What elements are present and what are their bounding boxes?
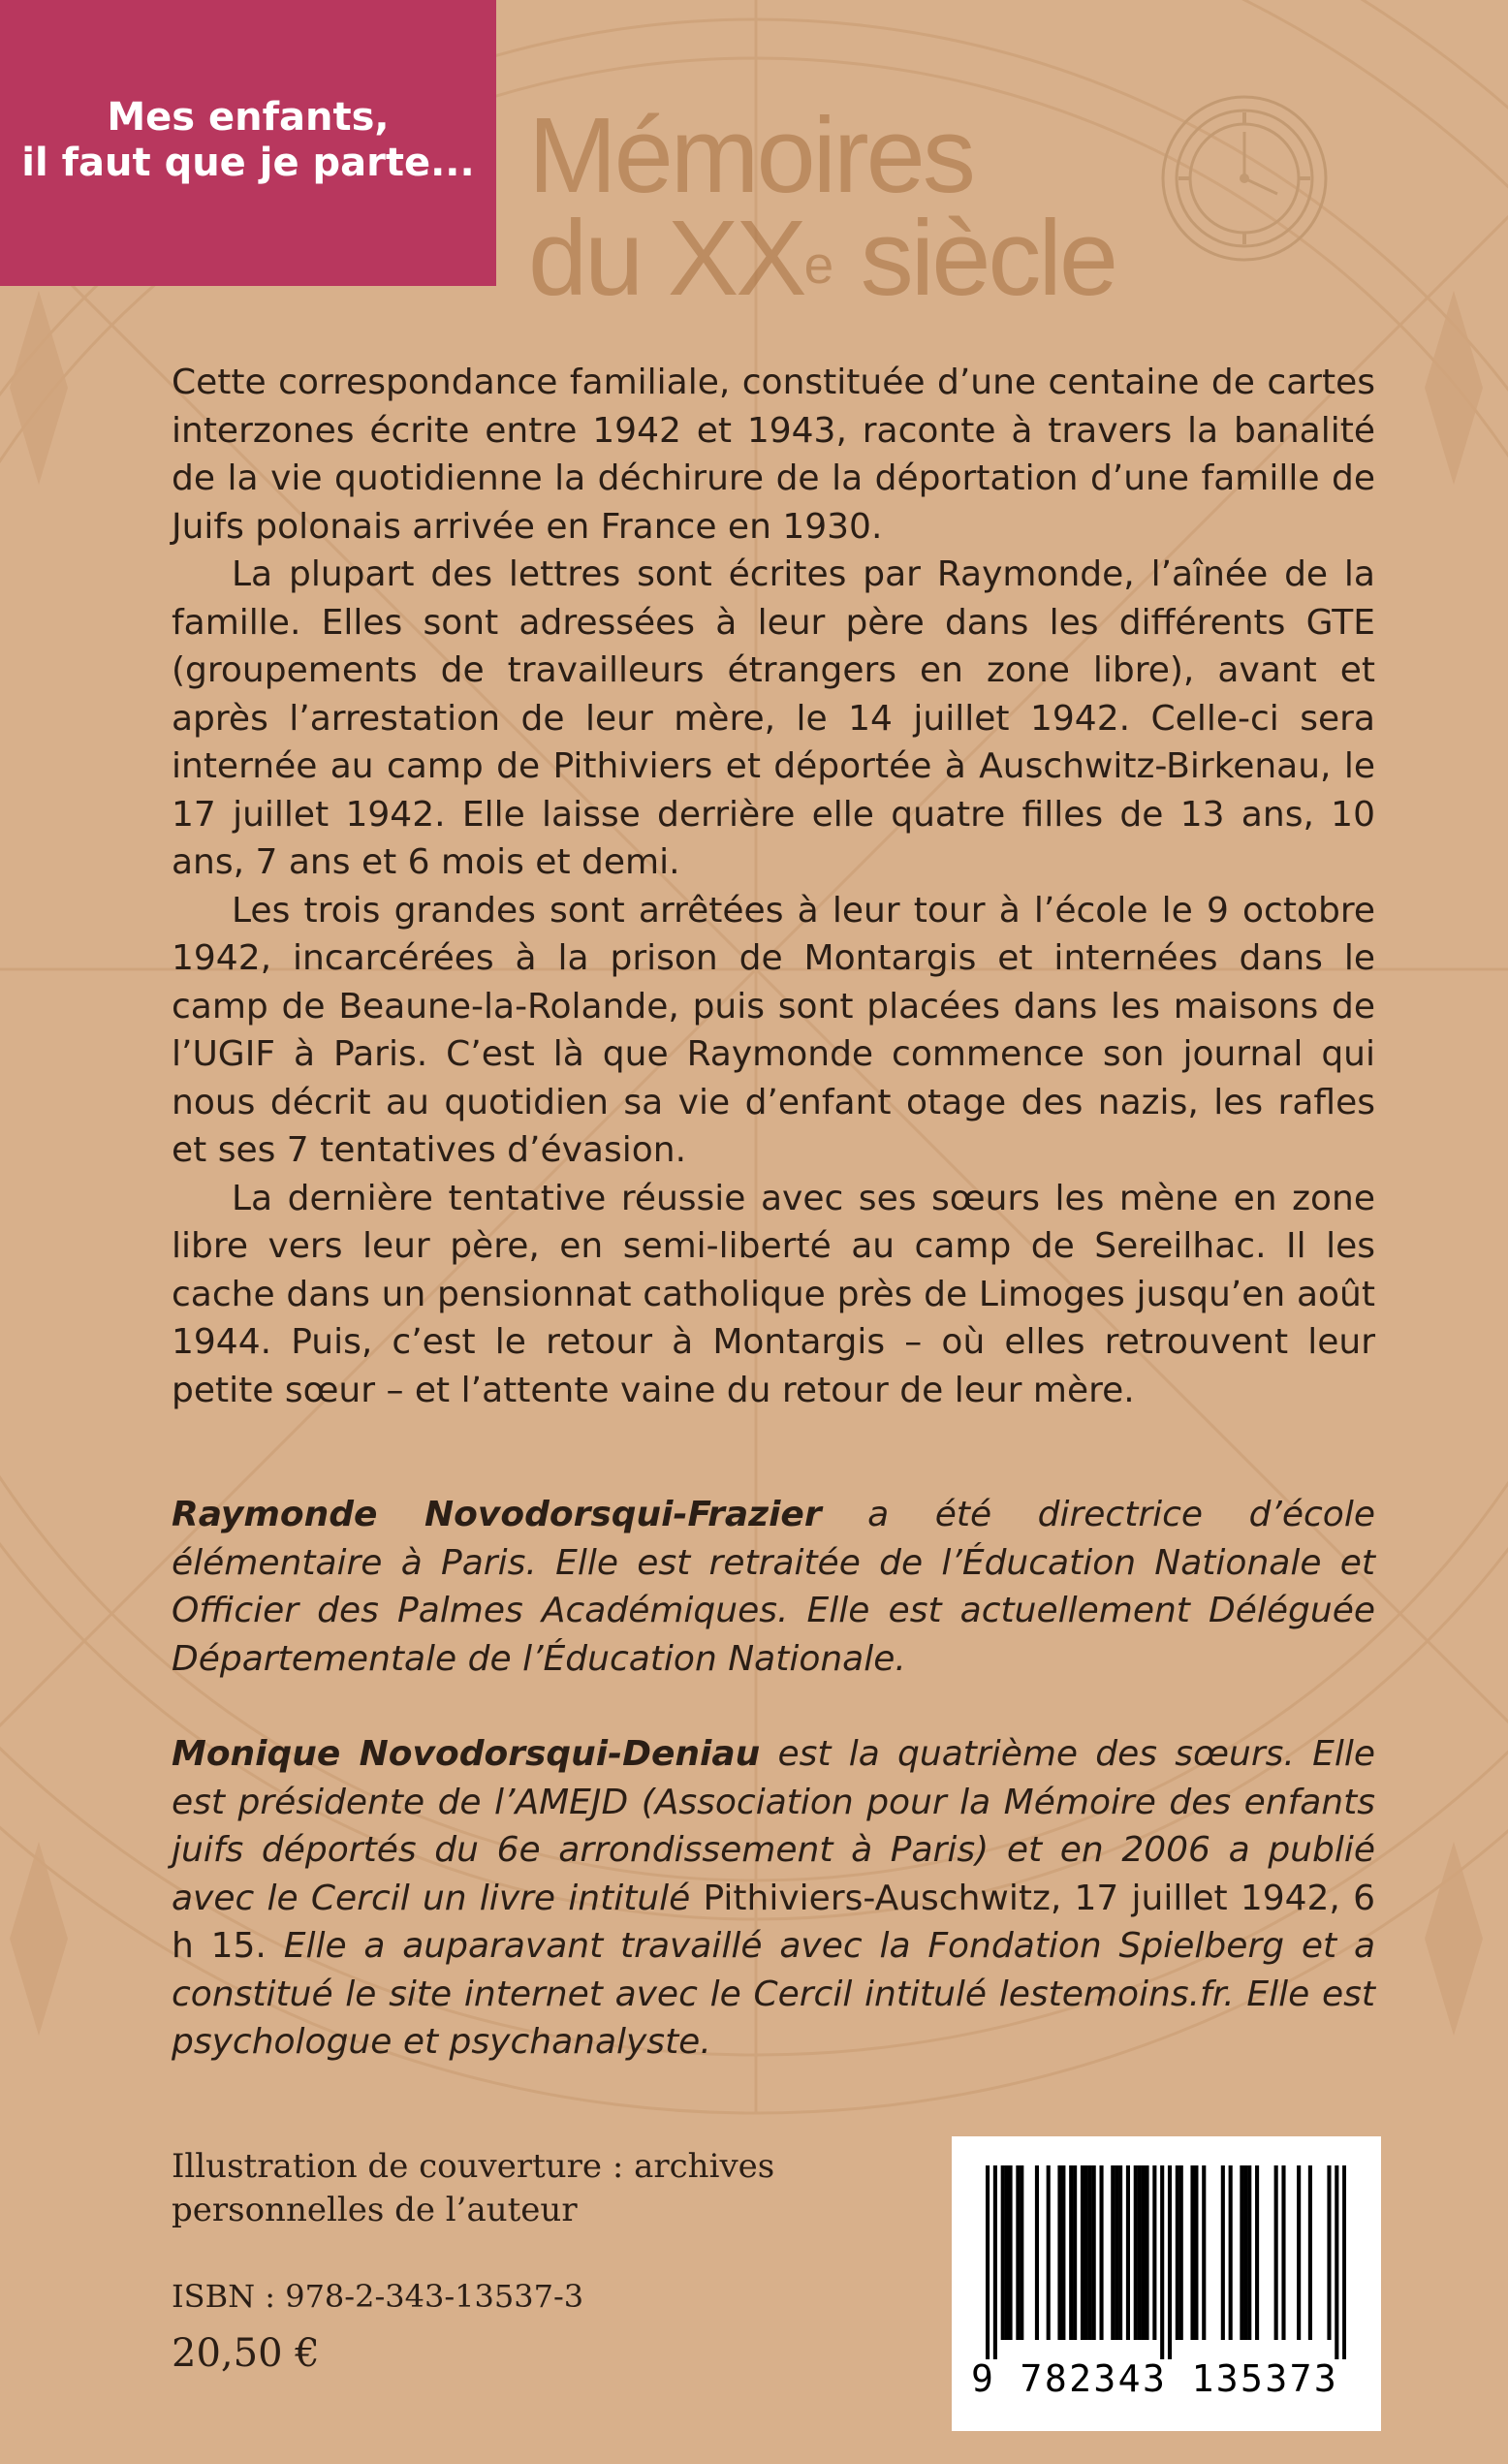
barcode-bar (1274, 2165, 1278, 2340)
author-1-text: a été directrice d’école élémentaire à Paris. Elle est retraitée de l’Éducation Nationale et Officier des Palmes Académiques. Elle est actuellement Déléguée Départementale de l’Éducation Nationale. (172, 1495, 1375, 1679)
series-title-prefix: du XX (528, 199, 804, 318)
barcode-bar (1099, 2165, 1103, 2340)
barcode-bar (986, 2165, 990, 2359)
barcode-bar (1061, 2165, 1065, 2340)
barcode-bar (1111, 2165, 1115, 2340)
clock-icon (1159, 93, 1330, 264)
barcode-bar (1126, 2165, 1130, 2340)
isbn: ISBN : 978-2-343-13537-3 (172, 2278, 584, 2315)
barcode-bar (1297, 2165, 1301, 2340)
barcode-bar (1008, 2165, 1012, 2340)
series-title-superscript: e (803, 235, 834, 295)
barcode-bar (1069, 2165, 1073, 2340)
barcode-bar (1247, 2165, 1251, 2340)
author-bios (172, 1491, 1375, 2067)
barcode-bar (1229, 2165, 1233, 2340)
barcode-bar (1335, 2165, 1338, 2359)
barcode (952, 2136, 1381, 2431)
author-2-book-title: Pithiviers-Auschwitz, 17 juillet 1942, 6 h 15. (172, 1878, 1375, 1966)
back-cover-blurb (172, 359, 1375, 1414)
book-title-line-1: Mes enfants, (107, 95, 390, 140)
barcode-bar (1179, 2165, 1183, 2340)
barcode-bar (1255, 2165, 1259, 2340)
illustration-credit-line-1: Illustration de couverture : archives (172, 2147, 775, 2186)
illustration-credit (172, 2145, 792, 2232)
barcode-bar (1342, 2165, 1346, 2359)
author-2-text-a: est la quatrième des sœurs. Elle est présidente de l’AMEJD (Association pour la Mémoire des enfants juifs déportés du 6e arrondissement à Paris) et en 2006 a publié avec le Cercil un livre intitulé (172, 1734, 1375, 1918)
barcode-bar (1073, 2165, 1077, 2340)
barcode-digits: 9 782343 135373 (971, 2357, 1339, 2400)
blurb-paragraph-1: Cette correspondance familiale, constituée d’une centaine de cartes interzones écrite entre 1942 et 1943, raconte à travers la banalité de la vie quotidienne la déchirure de la déportation d’une famille de Juifs polonais arrivée en France en 1930. (172, 363, 1375, 547)
illustration-credit-line-2: personnelles de l’auteur (172, 2191, 578, 2229)
barcode-bar (1221, 2165, 1225, 2340)
barcode-bar (993, 2165, 997, 2359)
book-title-line-2: il faut que je parte... (21, 141, 475, 185)
barcode-bar (1134, 2165, 1138, 2340)
blurb-paragraph-4: La dernière tentative réussie avec ses sœurs les mène en zone libre vers leur père, en semi-liberté au camp de Sereilhac. Il les cache dans un pensionnat catholique près de Limoges jusqu’en août 1944. Puis, c’est le retour à Montargis – où elles retrouvent leur petite sœur – et l’attente vaine du retour de leur mère. (172, 1178, 1375, 1410)
barcode-bar (1016, 2165, 1020, 2340)
barcode-bar (1327, 2165, 1331, 2340)
barcode-bar (1084, 2165, 1088, 2340)
author-1-name: Raymonde Novodorsqui-Frazier (172, 1495, 822, 1534)
barcode-bar (1088, 2165, 1092, 2340)
barcode-bar (1047, 2165, 1051, 2340)
barcode-bar (1190, 2165, 1194, 2340)
blurb-paragraph-2: La plupart des lettres sont écrites par Raymonde, l’aînée de la famille. Elles sont adressées à leur père dans les différents GTE (groupements de travailleurs étrangers en zone libre), avant et après l’arrestation de leur mère, le 14 juillet 1942. Celle-ci sera internée au camp de Pithiviers et déportée à Auschwitz-Birkenau, le 17 juillet 1942. Elle laisse derrière elle quatre filles de 13 ans, 10 ans, 7 ans et 6 mois et demi. (172, 554, 1375, 882)
blurb-paragraph-3: Les trois grandes sont arrêtées à leur tour à l’école le 9 octobre 1942, incarcérées à la prison de Montargis et internées dans le camp de Beaune-la-Rolande, puis sont placées dans les maisons de l’UGIF à Paris. C’est là que Raymonde commence son journal qui nous décrit au quotidien sa vie d’enfant otage des nazis, les rafles et ses 7 tentatives d’évasion. (172, 890, 1375, 1170)
barcode-bar (1160, 2165, 1164, 2359)
barcode-bar (1115, 2165, 1118, 2340)
barcode-bar (1005, 2165, 1009, 2340)
series-title (528, 96, 1207, 318)
barcode-bar (1240, 2165, 1243, 2340)
barcode-bar (1168, 2165, 1172, 2359)
barcode-bar (1092, 2165, 1096, 2340)
barcode-bar (1176, 2165, 1179, 2340)
barcode-bar (1194, 2165, 1198, 2340)
series-title-suffix: siècle (833, 199, 1116, 318)
author-2-bio (172, 1730, 1375, 2067)
barcode-bar (1118, 2165, 1122, 2340)
barcode-bar (1001, 2165, 1005, 2340)
series-title-line-2 (528, 199, 1207, 318)
barcode-bar (1142, 2165, 1146, 2340)
author-2-name: Monique Novodorsqui-Deniau (172, 1734, 761, 1774)
series-title-line-1: Mémoires (528, 96, 973, 215)
barcode-bar (1243, 2165, 1247, 2340)
barcode-bar (1152, 2165, 1156, 2340)
book-title-band (0, 0, 496, 286)
author-1-bio (172, 1491, 1375, 1683)
barcode-bar (1145, 2165, 1148, 2340)
barcode-bar (1020, 2165, 1023, 2340)
barcode-bar (1308, 2165, 1312, 2340)
barcode-bar (1281, 2165, 1285, 2340)
price: 20,50 € (172, 2331, 320, 2376)
barcode-bar (1057, 2165, 1061, 2340)
barcode-bars (986, 2165, 1346, 2359)
barcode-bar (1081, 2165, 1084, 2340)
barcode-bar (1202, 2165, 1206, 2340)
barcode-bar (1035, 2165, 1039, 2340)
barcode-bar (1138, 2165, 1142, 2340)
author-2-text-b: Elle a auparavant travaillé avec la Fondation Spielberg et a constitué le site internet avec le Cercil intitulé lestemoins.fr. Elle est psychologue et psychanalyste. (172, 1926, 1375, 2062)
